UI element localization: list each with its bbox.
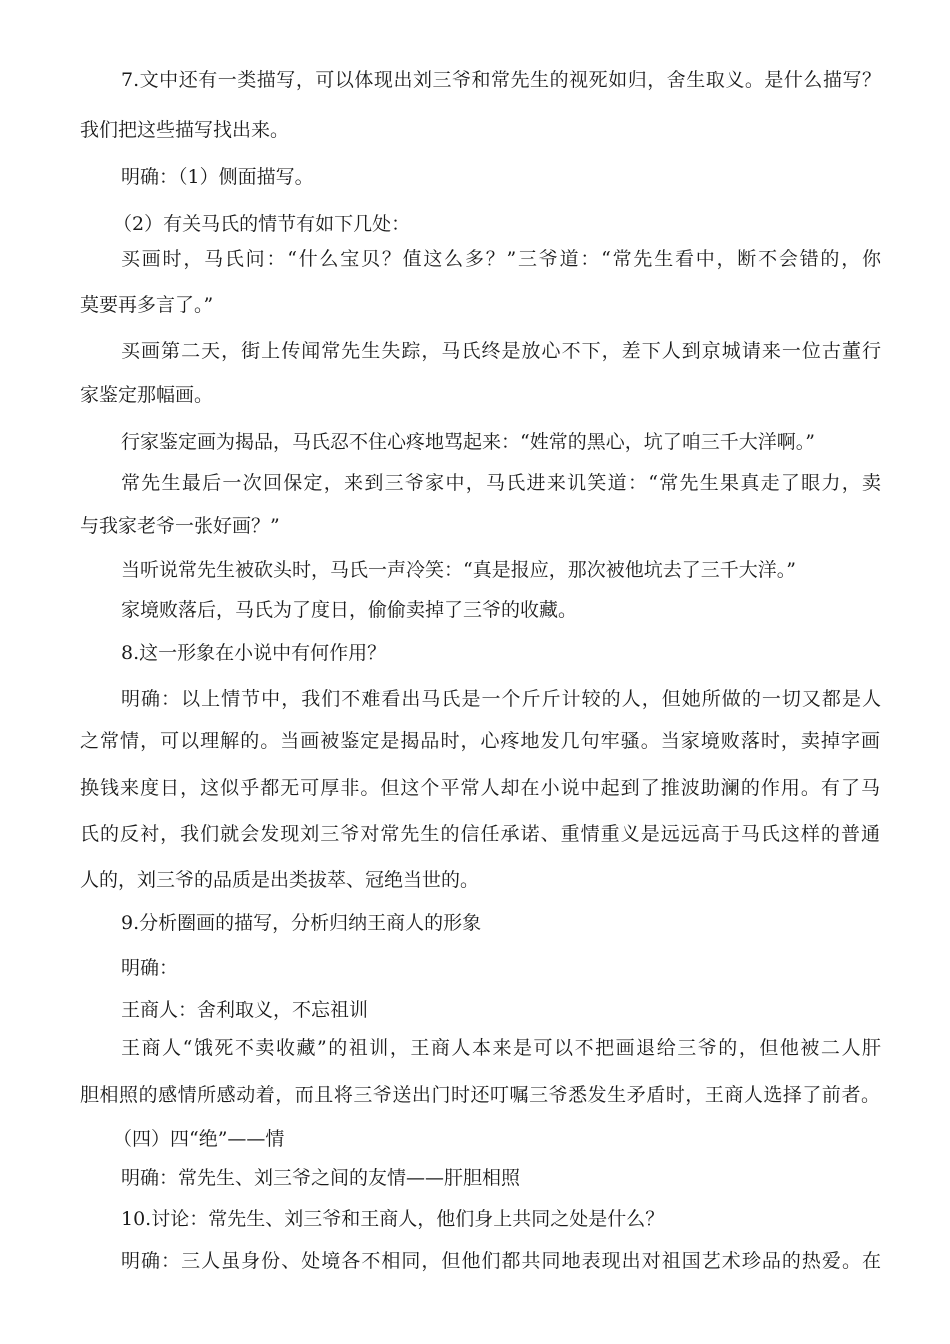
answer-8-line-4: 氏的反衬，我们就会发现刘三爷对常先生的信任承诺、重情重义是远远高于马氏这样的普通 xyxy=(80,823,880,845)
mashi-plot-2-line-2: 家鉴定那幅画。 xyxy=(80,384,214,406)
answer-8-line-3: 换钱来度日，这似乎都无可厚非。但这个平常人却在小说中起到了推波助澜的作用。有了马 xyxy=(80,777,880,799)
question-8: 8.这一形象在小说中有何作用？ xyxy=(121,642,387,664)
question-9: 9.分析圈画的描写，分析归纳王商人的形象 xyxy=(121,912,482,934)
mashi-plot-4-line-2: 与我家老爷一张好画？” xyxy=(80,515,280,537)
mashi-plot-3: 行家鉴定画为揭品，马氏忍不住心疼地骂起来：“姓常的黑心，坑了咱三千大洋啊。” xyxy=(121,431,815,453)
answer-10-line-1: 明确：三人虽身份、处境各不相同，但他们都共同地表现出对祖国艺术珍品的热爱。在 xyxy=(121,1250,881,1272)
answer-8-line-1: 明确：以上情节中，我们不难看出马氏是一个斤斤计较的人，但她所做的一切又都是人 xyxy=(121,688,881,710)
mashi-plot-5: 当听说常先生被砍头时，马氏一声冷笑：“真是报应，那次被他坑去了三千大洋。” xyxy=(121,559,796,581)
answer-9-detail-line-1: 王商人“饿死不卖收藏”的祖训，王商人本来是可以不把画退给三爷的，但他被二人肝 xyxy=(121,1037,881,1059)
mashi-plot-1-line-2: 莫要再多言了。” xyxy=(80,294,214,316)
mashi-plot-heading: （2）有关马氏的情节有如下几处： xyxy=(113,213,411,235)
answer-8-line-2: 之常情，可以理解的。当画被鉴定是揭品时，心疼地发几句牢骚。当家境败落时，卖掉字画 xyxy=(80,730,880,752)
answer-8-line-5: 人的，刘三爷的品质是出类拔萃、冠绝当世的。 xyxy=(80,869,480,891)
section-4-answer: 明确：常先生、刘三爷之间的友情——肝胆相照 xyxy=(121,1167,521,1189)
mashi-plot-1-line-1: 买画时，马氏问：“什么宝贝？值这么多？”三爷道：“常先生看中，断不会错的，你 xyxy=(121,248,881,270)
question-7-line-1: 7.文中还有一类描写，可以体现出刘三爷和常先生的视死如归，舍生取义。是什么描写？ xyxy=(121,69,881,91)
question-10: 10.讨论：常先生、刘三爷和王商人，他们身上共同之处是什么？ xyxy=(121,1208,665,1230)
mashi-plot-6: 家境败落后，马氏为了度日，偷偷卖掉了三爷的收藏。 xyxy=(121,599,578,621)
question-7-line-2: 我们把这些描写找出来。 xyxy=(80,119,290,141)
answer-9-detail-line-2: 胆相照的感情所感动着，而且将三爷送出门时还叮嘱三爷悉发生矛盾时，王商人选择了前者。 xyxy=(80,1084,880,1106)
answer-label-side-description: 明确：（1）侧面描写。 xyxy=(121,166,314,188)
answer-9-label: 明确： xyxy=(121,957,179,979)
section-4-heading: （四）四“绝”——情 xyxy=(113,1128,285,1150)
answer-9-summary: 王商人：舍利取义，不忘祖训 xyxy=(121,999,369,1021)
mashi-plot-4-line-1: 常先生最后一次回保定，来到三爷家中，马氏进来讥笑道：“常先生果真走了眼力，卖 xyxy=(121,472,881,494)
mashi-plot-2-line-1: 买画第二天，街上传闻常先生失踪，马氏终是放心不下，差下人到京城请来一位古董行 xyxy=(121,340,881,362)
